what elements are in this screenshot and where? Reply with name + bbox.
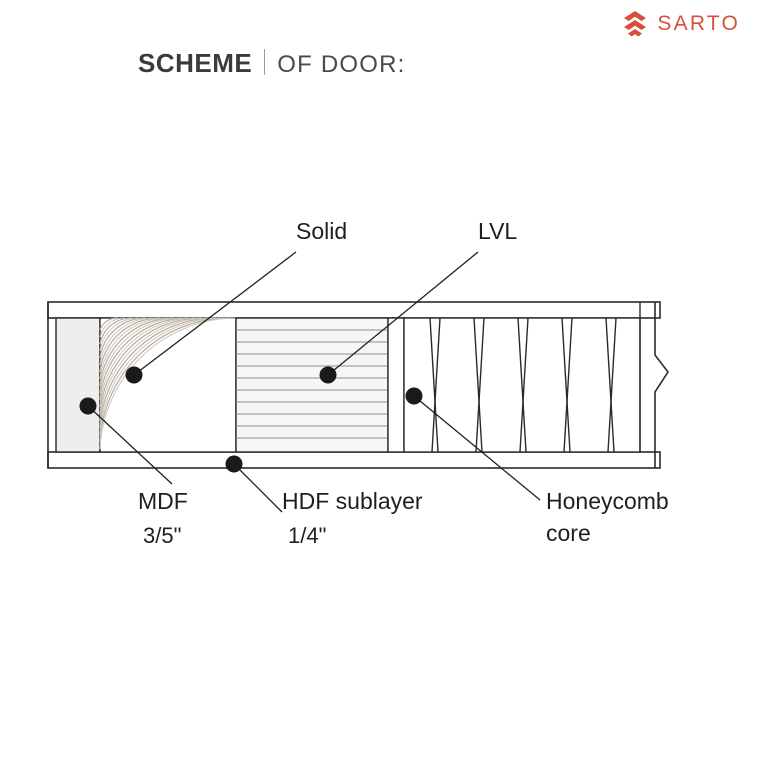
- callout-label-mdf-size: 3/5": [143, 523, 182, 548]
- callout-label-honeycomb: Honeycomb: [546, 488, 669, 514]
- honeycomb-core-layer: [404, 302, 668, 468]
- title-light: OF DOOR:: [277, 51, 406, 78]
- dot-lvl: [320, 367, 337, 384]
- callout-label-honeycomb-core: core: [546, 520, 591, 546]
- brand-name: SARTO: [657, 12, 740, 35]
- mdf-layer: [56, 318, 100, 452]
- lvl-layer: [236, 318, 388, 452]
- dot-honeycomb: [406, 388, 423, 405]
- title-strong: SCHEME: [138, 48, 253, 78]
- callout-label-solid: Solid: [296, 218, 348, 244]
- dot-mdf: [80, 398, 97, 415]
- callout-label-hdf-size: 1/4": [288, 523, 327, 548]
- hdf-sublayer: [388, 318, 404, 452]
- callout-label-hdf-sublayer: HDF sublayer: [282, 488, 423, 514]
- dot-hdf: [226, 456, 243, 473]
- callout-label-mdf: MDF: [138, 488, 188, 514]
- dot-solid: [126, 367, 143, 384]
- callout-label-lvl: LVL: [478, 218, 518, 244]
- solid-wood-layer: [100, 318, 237, 452]
